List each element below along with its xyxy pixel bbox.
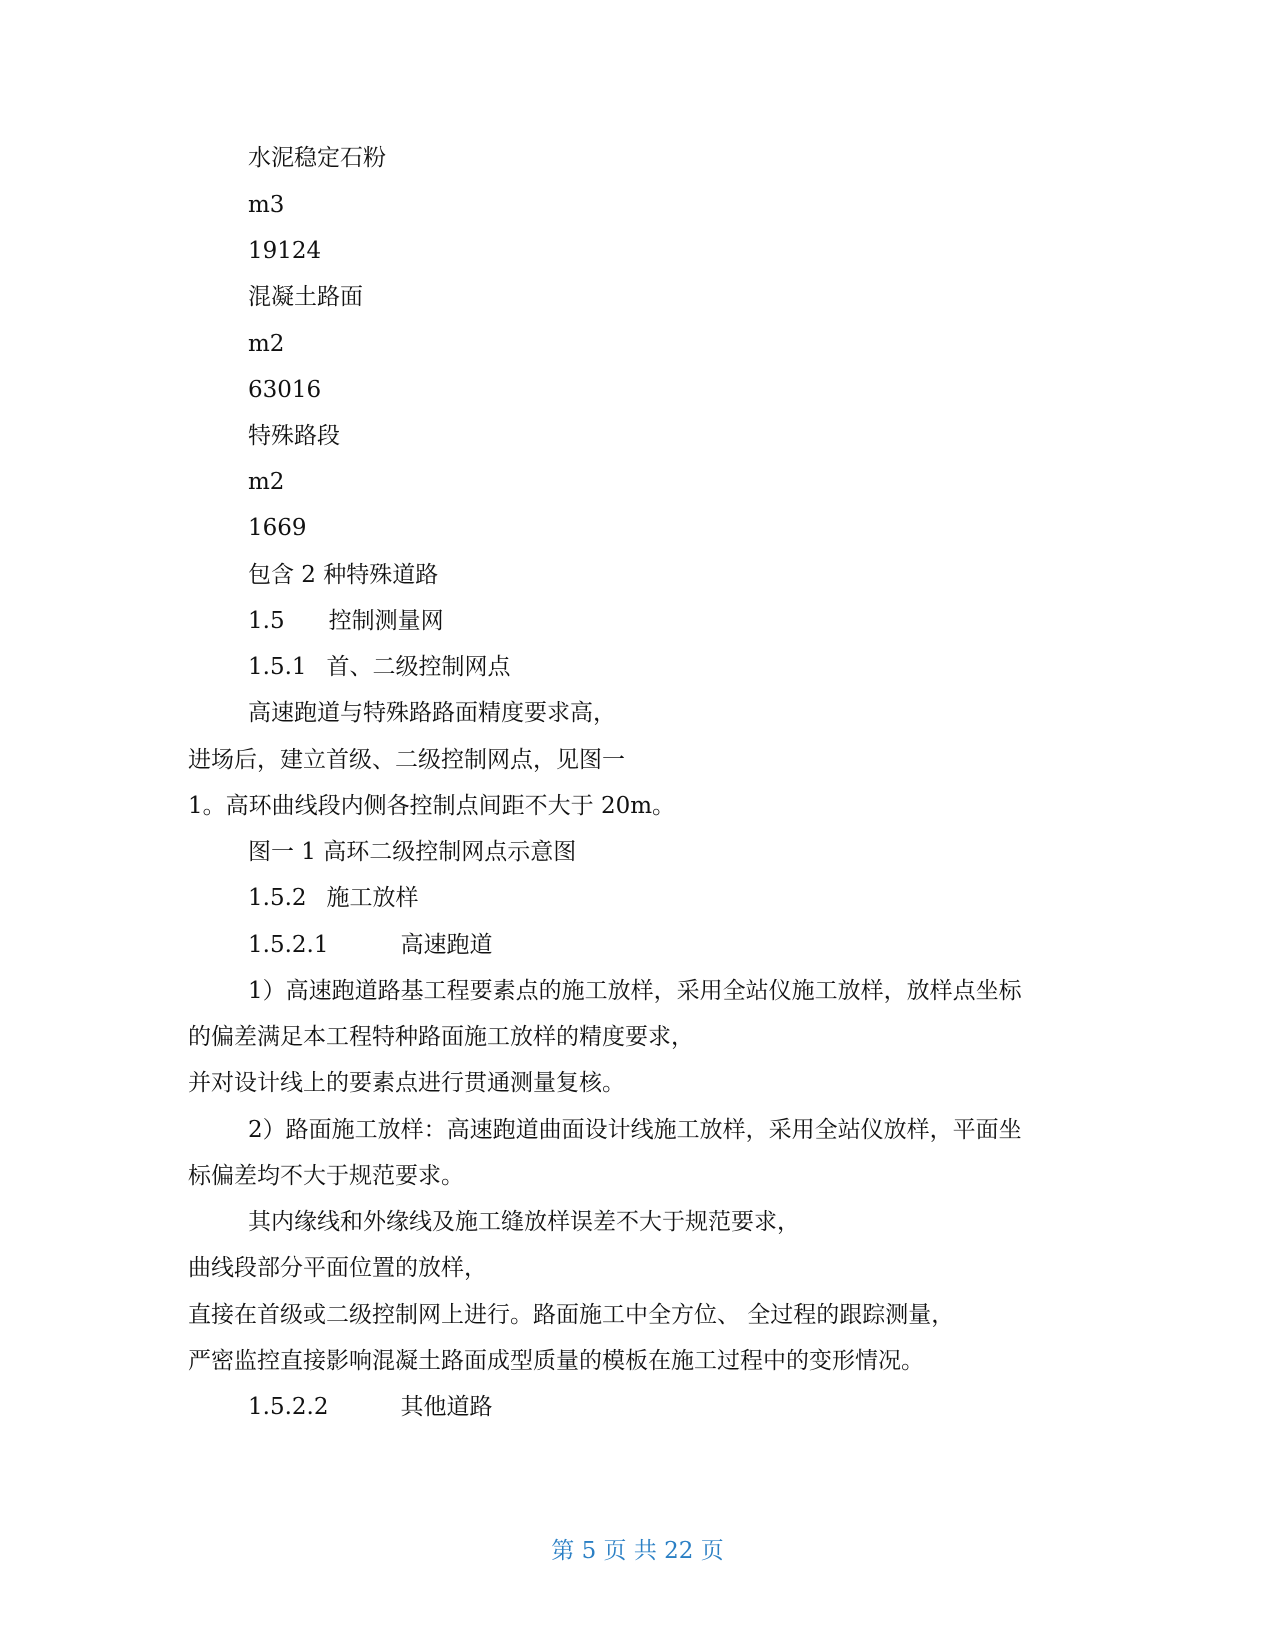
- heading-number: 1.5.2: [248, 885, 307, 911]
- paragraph-line: 2）路面施工放样：高速跑道曲面设计线施工放样，采用全站仪放样，平面坐: [248, 1117, 1022, 1143]
- paragraph-line: 的偏差满足本工程特种路面施工放样的精度要求，: [188, 1024, 694, 1050]
- heading-1-5-2-1: [248, 931, 492, 959]
- heading-number: 1.5.1: [248, 654, 307, 680]
- table-cell-unit: m2: [248, 331, 285, 357]
- heading-1-5: [248, 607, 444, 635]
- paragraph-line: 1。高环曲线段内侧各控制点间距不大于 20m。: [188, 793, 676, 819]
- heading-title: 首、二级控制网点: [326, 654, 511, 680]
- heading-number: 1.5: [248, 608, 285, 634]
- table-cell-material: 混凝土路面: [248, 284, 363, 310]
- heading-number: 1.5.2.1: [248, 932, 329, 958]
- paragraph-line: 并对设计线上的要素点进行贯通测量复核。: [188, 1070, 625, 1096]
- page-footer: 第 5 页 共 22 页: [551, 1538, 724, 1564]
- heading-number: 1.5.2.2: [248, 1394, 329, 1420]
- heading-title: 施工放样: [326, 885, 419, 911]
- table-cell-note: 包含 2 种特殊道路: [248, 562, 439, 588]
- paragraph-line: 曲线段部分平面位置的放样，: [188, 1255, 487, 1281]
- heading-1-5-1: [248, 653, 511, 681]
- table-cell-quantity: 63016: [248, 377, 322, 403]
- paragraph-line: 高速跑道与特殊路路面精度要求高，: [248, 700, 616, 726]
- table-cell-unit: m3: [248, 192, 285, 218]
- table-cell-quantity: 1669: [248, 515, 307, 541]
- paragraph-line: 直接在首级或二级控制网上进行。路面施工中全方位、 全过程的跟踪测量，: [188, 1302, 955, 1328]
- heading-1-5-2-2: [248, 1393, 492, 1421]
- heading-title: 控制测量网: [328, 608, 444, 634]
- heading-title: 其他道路: [400, 1394, 493, 1420]
- figure-caption: 图一 1 高环二级控制网点示意图: [248, 839, 577, 865]
- paragraph-line: 标偏差均不大于规范要求。: [188, 1163, 464, 1189]
- paragraph-line: 其内缘线和外缘线及施工缝放样误差不大于规范要求，: [248, 1209, 800, 1235]
- heading-1-5-2: [248, 884, 419, 912]
- table-cell-material: 水泥稳定石粉: [248, 145, 386, 171]
- table-cell-quantity: 19124: [248, 238, 322, 264]
- paragraph-line: 严密监控直接影响混凝土路面成型质量的模板在施工过程中的变形情况。: [188, 1348, 924, 1374]
- paragraph-line: 进场后，建立首级、二级控制网点，见图一: [188, 747, 625, 773]
- table-cell-unit: m2: [248, 469, 285, 495]
- paragraph-line: 1）高速跑道路基工程要素点的施工放样，采用全站仪施工放样，放样点坐标: [248, 978, 1022, 1004]
- heading-title: 高速跑道: [400, 932, 493, 958]
- table-cell-material: 特殊路段: [248, 423, 340, 449]
